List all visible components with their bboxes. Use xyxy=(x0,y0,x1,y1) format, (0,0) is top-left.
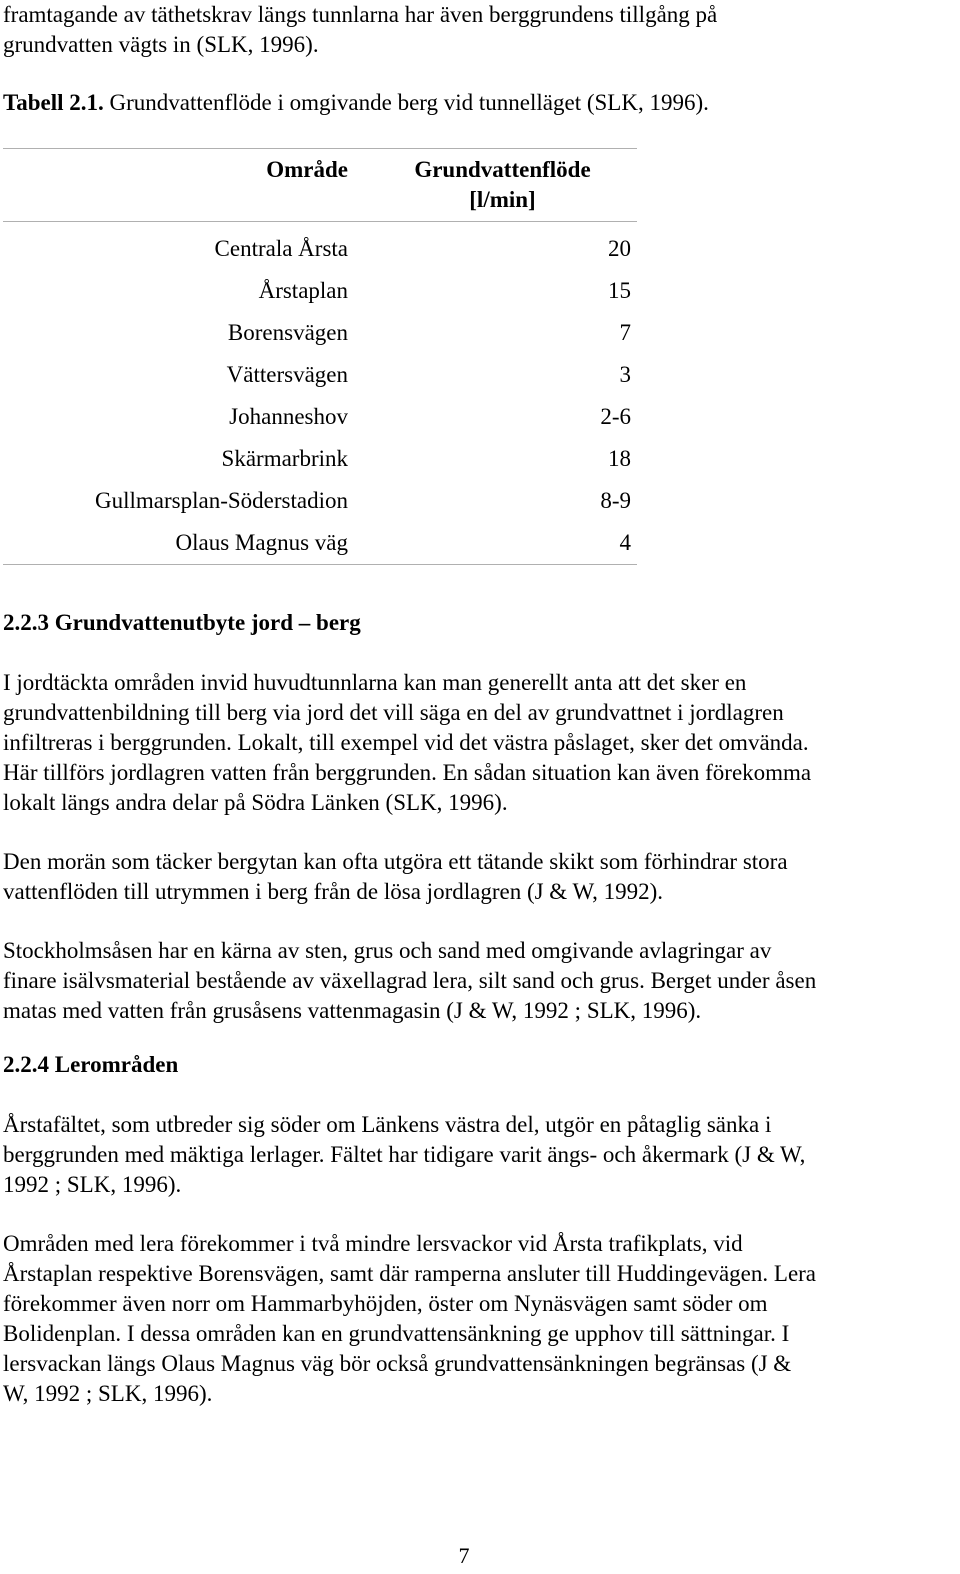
table-header-row xyxy=(3,149,637,222)
text-line: grundvatten vägts in (SLK, 1996). xyxy=(3,32,319,57)
table-caption-label: Tabell 2.1. xyxy=(3,90,104,115)
cell-area: Borensvägen xyxy=(227,320,348,345)
cell-area: Vättersvägen xyxy=(226,362,348,387)
text-line: vattenflöden till utrymmen i berg från de lösa jordlagren (J & W, 1992). xyxy=(3,879,664,904)
cell-area: Gullmarsplan-Söderstadion xyxy=(95,488,348,513)
cell-area: Centrala Årsta xyxy=(214,236,348,261)
cell-flow: 8-9 xyxy=(600,488,631,513)
cell-flow: 15 xyxy=(608,278,631,303)
cell-area: Årstaplan xyxy=(258,278,348,303)
table-caption-text: Grundvattenflöde i omgivande berg vid tunnelläget (SLK, 1996). xyxy=(103,90,709,115)
text-line: förekommer även norr om Hammarbyhöjden, öster om Nynäsvägen samt söder om xyxy=(3,1291,768,1316)
text-line: infiltreras i berggrunden. Lokalt, till exempel vid det västra påslaget, sker det omvända. xyxy=(3,730,809,755)
intro-paragraph xyxy=(3,0,717,60)
paragraph-stockholmsasen xyxy=(3,936,958,1026)
text-line: W, 1992 ; SLK, 1996). xyxy=(3,1381,213,1406)
table-row xyxy=(3,312,637,354)
text-line: Områden med lera förekommer i två mindre lersvackor vid Årsta trafikplats, vid xyxy=(3,1231,743,1256)
cell-area: Johanneshov xyxy=(229,404,348,429)
text-line: finare isälvsmaterial bestående av växellagrad lera, silt sand och grus. Berget under åsen xyxy=(3,968,817,993)
table-row xyxy=(3,480,637,522)
text-line: matas med vatten från grusåsens vattenmagasin (J & W, 1992 ; SLK, 1996). xyxy=(3,998,702,1023)
groundwater-flow-table xyxy=(3,148,637,565)
text-line: lokalt längs andra delar på Södra Länken (SLK, 1996). xyxy=(3,790,508,815)
header-flow-line1: Grundvattenflöde xyxy=(414,157,591,182)
cell-flow: 3 xyxy=(619,362,631,387)
paragraph-moraine xyxy=(3,847,958,907)
cell-flow: 7 xyxy=(619,320,631,345)
text-line: framtagande av täthetskrav längs tunnlarna har även berggrundens tillgång på xyxy=(3,2,718,27)
table-row xyxy=(3,222,637,271)
cell-area: Skärmarbrink xyxy=(221,446,348,471)
table-caption xyxy=(3,88,709,118)
paragraph-clay-areas xyxy=(3,1229,958,1409)
text-line: lersvackan längs Olaus Magnus väg bör också grundvattensänkningen begränsas (J & xyxy=(3,1351,792,1376)
cell-flow: 2-6 xyxy=(600,404,631,429)
table-row xyxy=(3,522,637,565)
cell-flow: 18 xyxy=(608,446,631,471)
header-area: Område xyxy=(266,157,348,182)
paragraph-arstafaltet xyxy=(3,1110,958,1200)
text-line: 1992 ; SLK, 1996). xyxy=(3,1172,182,1197)
paragraph-soil-rock-exchange xyxy=(3,668,958,818)
header-flow xyxy=(348,149,637,222)
cell-flow: 20 xyxy=(608,236,631,261)
page-number: 7 xyxy=(458,1543,470,1568)
text-line: Här tillförs jordlagren vatten från berggrunden. En sådan situation kan även förekomma xyxy=(3,760,812,785)
table-row xyxy=(3,438,637,480)
section-heading-2-2-3: 2.2.3 Grundvattenutbyte jord – berg xyxy=(3,610,361,635)
text-line: Årstafältet, som utbreder sig söder om Länkens västra del, utgör en påtaglig sänka i xyxy=(3,1112,772,1137)
text-line: I jordtäckta områden invid huvudtunnlarna kan man generellt anta att det sker en xyxy=(3,670,747,695)
text-line: Stockholmsåsen har en kärna av sten, grus och sand med omgivande avlagringar av xyxy=(3,938,772,963)
table-row xyxy=(3,354,637,396)
text-line: Bolidenplan. I dessa områden kan en grundvattensänkning ge upphov till sättningar. I xyxy=(3,1321,790,1346)
text-line: berggrunden med mäktiga lerlager. Fältet har tidigare varit ängs- och åkermark (J & W, xyxy=(3,1142,806,1167)
section-heading-2-2-4: 2.2.4 Lerområden xyxy=(3,1052,179,1077)
cell-flow: 4 xyxy=(619,530,631,555)
text-line: Den morän som täcker bergytan kan ofta utgöra ett tätande skikt som förhindrar stora xyxy=(3,849,788,874)
table-row xyxy=(3,396,637,438)
text-line: Årstaplan respektive Borensvägen, samt där ramperna ansluter till Huddingevägen. Lera xyxy=(3,1261,817,1286)
table-row xyxy=(3,270,637,312)
cell-area: Olaus Magnus väg xyxy=(175,530,348,555)
header-flow-unit: [l/min] xyxy=(469,187,536,212)
text-line: grundvattenbildning till berg via jord det vill säga en del av grundvattnet i jordlagren xyxy=(3,700,784,725)
